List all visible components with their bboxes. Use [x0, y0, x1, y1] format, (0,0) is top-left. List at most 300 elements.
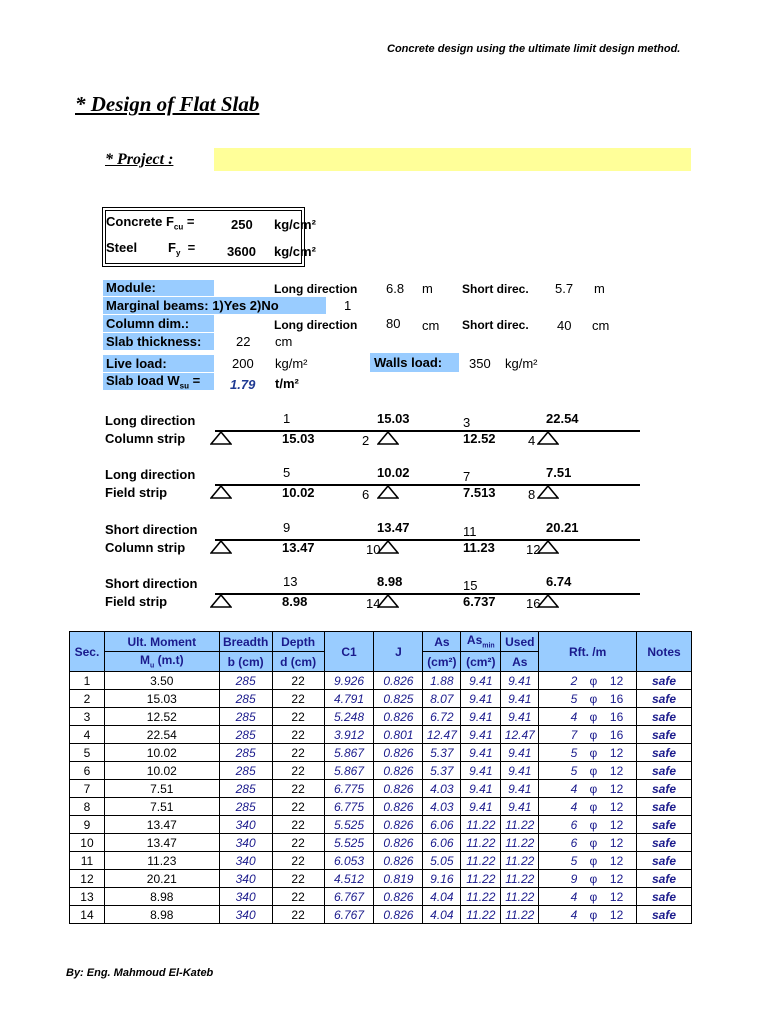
cell-c1: 5.525: [324, 834, 374, 852]
strip-beam-line: [215, 484, 640, 486]
cell-sec: 4: [70, 726, 105, 744]
cell-c1: 6.053: [324, 852, 374, 870]
strip-title-line1: Long direction: [105, 467, 196, 482]
cell-sec: 5: [70, 744, 105, 762]
cell-depth: 22: [272, 744, 324, 762]
rft-count: 2: [570, 673, 578, 688]
header-moment: Ult. Moment: [104, 632, 219, 652]
rft-count: 4: [570, 709, 578, 724]
walls-load-value[interactable]: 350: [469, 356, 491, 371]
cell-j: 0.826: [374, 762, 423, 780]
cell-asmin: 11.22: [461, 906, 501, 924]
walls-load-unit: kg/m²: [505, 356, 538, 371]
column-long-unit: cm: [422, 318, 440, 333]
cell-asmin: 9.41: [461, 726, 501, 744]
live-load-unit: kg/m²: [275, 356, 308, 371]
cell-as: 4.04: [423, 906, 461, 924]
cell-note: safe: [637, 870, 692, 888]
cell-j: 0.826: [374, 816, 423, 834]
cell-rft: [539, 852, 637, 870]
cell-c1: 5.525: [324, 816, 374, 834]
cell-rft: [539, 690, 637, 708]
moment-value-top: 7.51: [546, 465, 572, 480]
cell-as: 4.03: [423, 780, 461, 798]
cell-moment: 11.23: [104, 852, 219, 870]
moment-value-top: 13.47: [377, 520, 410, 535]
module-long-unit: m: [422, 281, 433, 296]
cell-j: 0.826: [374, 906, 423, 924]
rft-diameter: 16: [609, 727, 624, 742]
column-label: Column dim.:: [106, 316, 190, 331]
strip-title-line2: Field strip: [105, 594, 168, 609]
cell-j: 0.825: [374, 690, 423, 708]
header-notes: Notes: [637, 632, 692, 672]
moment-value-bottom: 7.513: [463, 485, 496, 500]
rft-count: 5: [570, 853, 578, 868]
cell-j: 0.801: [374, 726, 423, 744]
cell-asmin: 9.41: [461, 744, 501, 762]
rft-diameter: 12: [609, 673, 624, 688]
cell-sec: 13: [70, 888, 105, 906]
cell-depth: 22: [272, 834, 324, 852]
cell-depth: 22: [272, 708, 324, 726]
concrete-unit: kg/cm²: [274, 217, 316, 232]
table-row: [70, 672, 692, 690]
slab-load-label: Slab load $W_{su}$ =: [106, 373, 201, 391]
phi-symbol: φ: [589, 745, 598, 760]
moment-value-bottom: 10.02: [282, 485, 315, 500]
module-short-label: Short direc.: [462, 282, 529, 296]
header-used: Used: [501, 632, 539, 652]
cell-breadth: 340: [219, 834, 272, 852]
cell-breadth: 340: [219, 852, 272, 870]
cell-breadth: 285: [219, 744, 272, 762]
cell-c1: 6.775: [324, 798, 374, 816]
cell-rft: [539, 762, 637, 780]
cell-depth: 22: [272, 888, 324, 906]
rft-diameter: 12: [609, 907, 624, 922]
rft-count: 4: [570, 781, 578, 796]
cell-depth: 22: [272, 816, 324, 834]
cell-c1: 3.912: [324, 726, 374, 744]
cell-rft: [539, 888, 637, 906]
support-right-icon: [537, 431, 559, 445]
cell-j: 0.819: [374, 870, 423, 888]
cell-used: 11.22: [501, 906, 539, 924]
header-rft: Rft. /m: [539, 632, 637, 672]
rft-count: 5: [570, 691, 578, 706]
cell-moment: 13.47: [104, 834, 219, 852]
cell-note: safe: [637, 762, 692, 780]
cell-used: 11.22: [501, 870, 539, 888]
phi-symbol: φ: [589, 871, 598, 886]
section-number: 10: [366, 542, 381, 557]
phi-symbol: φ: [589, 709, 598, 724]
rft-count: 5: [570, 763, 578, 778]
moment-value-bottom: 15.03: [282, 431, 315, 446]
cell-moment: 22.54: [104, 726, 219, 744]
strip-title-line2: Column strip: [105, 431, 186, 446]
cell-breadth: 340: [219, 816, 272, 834]
table-row: [70, 816, 692, 834]
support-mid-icon: [377, 431, 399, 445]
support-mid-icon: [377, 485, 399, 499]
cell-moment: 7.51: [104, 798, 219, 816]
steel-label: Steel: [106, 240, 138, 255]
cell-breadth: 285: [219, 780, 272, 798]
cell-note: safe: [637, 852, 692, 870]
cell-rft: [539, 906, 637, 924]
cell-rft: [539, 834, 637, 852]
cell-used: 9.41: [501, 798, 539, 816]
support-left-icon: [210, 431, 232, 445]
cell-rft: [539, 726, 637, 744]
cell-note: safe: [637, 816, 692, 834]
cell-moment: 13.47: [104, 816, 219, 834]
table-row: [70, 798, 692, 816]
cell-rft: [539, 780, 637, 798]
phi-symbol: φ: [589, 835, 598, 850]
project-input[interactable]: [214, 148, 691, 171]
header-as: As: [423, 632, 461, 652]
steel-value[interactable]: 3600: [227, 244, 256, 259]
moment-value-top: 22.54: [546, 411, 579, 426]
cell-c1: 6.767: [324, 888, 374, 906]
strip-title-line1: Short direction: [105, 576, 198, 591]
phi-symbol: φ: [589, 799, 598, 814]
table-row: [70, 744, 692, 762]
cell-c1: 5.867: [324, 744, 374, 762]
cell-j: 0.826: [374, 798, 423, 816]
section-number: 4: [528, 433, 536, 448]
cell-depth: 22: [272, 672, 324, 690]
cell-j: 0.826: [374, 834, 423, 852]
cell-depth: 22: [272, 690, 324, 708]
header-breadth: Breadth: [219, 632, 272, 652]
header-depth: Depth: [272, 632, 324, 652]
cell-used: 11.22: [501, 834, 539, 852]
cell-depth: 22: [272, 726, 324, 744]
table-row: [70, 726, 692, 744]
cell-used: 9.41: [501, 708, 539, 726]
cell-j: 0.826: [374, 744, 423, 762]
cell-rft: [539, 672, 637, 690]
moment-value-top: 10.02: [377, 465, 410, 480]
module-short-value[interactable]: 5.7: [555, 281, 574, 296]
section-number: 6: [362, 487, 370, 502]
rft-diameter: 12: [609, 871, 624, 886]
strip-beam-line: [215, 430, 640, 432]
cell-sec: 11: [70, 852, 105, 870]
cell-c1: 6.775: [324, 780, 374, 798]
cell-as: 5.37: [423, 762, 461, 780]
marginal-value[interactable]: 1: [344, 298, 352, 313]
module-short-unit: m: [594, 281, 605, 296]
cell-j: 0.826: [374, 708, 423, 726]
support-left-icon: [210, 540, 232, 554]
cell-moment: 3.50: [104, 672, 219, 690]
slab-thickness-label: Slab thickness:: [106, 334, 202, 349]
strip-beam-line: [215, 593, 640, 595]
cell-asmin: 9.41: [461, 708, 501, 726]
cell-moment: 8.98: [104, 906, 219, 924]
table-row: [70, 870, 692, 888]
project-label: * Project :: [105, 151, 174, 168]
cell-as: 9.16: [423, 870, 461, 888]
rft-diameter: 12: [609, 889, 624, 904]
column-long-label: Long direction: [274, 318, 358, 332]
cell-breadth: 285: [219, 708, 272, 726]
module-long-label: Long direction: [274, 282, 358, 296]
moment-value-bottom: 8.98: [282, 594, 308, 609]
phi-symbol: φ: [589, 889, 598, 904]
moment-value-bottom: 6.737: [463, 594, 496, 609]
cell-rft: [539, 870, 637, 888]
cell-depth: 22: [272, 780, 324, 798]
cell-depth: 22: [272, 870, 324, 888]
section-number: 15: [463, 578, 478, 593]
table-header-row: [70, 632, 692, 652]
rft-count: 5: [570, 745, 578, 760]
section-number: 5: [283, 465, 291, 480]
cell-as: 6.72: [423, 708, 461, 726]
cell-sec: 8: [70, 798, 105, 816]
moment-value-bottom: 13.47: [282, 540, 315, 555]
cell-sec: 12: [70, 870, 105, 888]
slab-load-unit: t/m²: [275, 376, 299, 391]
header-c1: C1: [324, 632, 374, 672]
cell-sec: 9: [70, 816, 105, 834]
steel-symbol: $F_y$ =: [168, 240, 196, 258]
cell-moment: 10.02: [104, 762, 219, 780]
table-row: [70, 690, 692, 708]
cell-used: 9.41: [501, 690, 539, 708]
moment-value-bottom: 12.52: [463, 431, 496, 446]
results-table: [69, 631, 692, 924]
cell-note: safe: [637, 834, 692, 852]
cell-moment: 7.51: [104, 780, 219, 798]
phi-symbol: φ: [589, 853, 598, 868]
header-sec: Sec.: [70, 632, 105, 672]
header-breadth-2: b (cm): [219, 652, 272, 672]
cell-depth: 22: [272, 852, 324, 870]
cell-c1: 9.926: [324, 672, 374, 690]
cell-sec: 1: [70, 672, 105, 690]
section-number: 14: [366, 596, 381, 611]
table-row: [70, 906, 692, 924]
cell-used: 9.41: [501, 744, 539, 762]
rft-diameter: 12: [609, 817, 624, 832]
cell-asmin: 9.41: [461, 762, 501, 780]
live-load-label: Live load:: [106, 356, 167, 371]
table-row: [70, 780, 692, 798]
cell-note: safe: [637, 672, 692, 690]
support-left-icon: [210, 485, 232, 499]
concrete-label: Concrete $F_{cu}$ =: [106, 214, 195, 232]
cell-asmin: 11.22: [461, 852, 501, 870]
section-number: 9: [283, 520, 291, 535]
cell-sec: 6: [70, 762, 105, 780]
cell-as: 4.04: [423, 888, 461, 906]
cell-breadth: 285: [219, 690, 272, 708]
cell-note: safe: [637, 708, 692, 726]
cell-used: 9.41: [501, 780, 539, 798]
rft-diameter: 16: [609, 691, 624, 706]
cell-moment: 15.03: [104, 690, 219, 708]
table-row: [70, 852, 692, 870]
cell-note: safe: [637, 888, 692, 906]
strip-beam-line: [215, 539, 640, 541]
strip-title-line1: Short direction: [105, 522, 198, 537]
cell-used: 9.41: [501, 762, 539, 780]
cell-as: 8.07: [423, 690, 461, 708]
cell-c1: 5.248: [324, 708, 374, 726]
cell-breadth: 285: [219, 726, 272, 744]
header-j: J: [374, 632, 423, 672]
cell-rft: [539, 708, 637, 726]
section-number: 13: [283, 574, 298, 589]
support-right-icon: [537, 485, 559, 499]
cell-as: 5.05: [423, 852, 461, 870]
cell-sec: 10: [70, 834, 105, 852]
cell-as: 5.37: [423, 744, 461, 762]
section-number: 2: [362, 433, 370, 448]
rft-diameter: 12: [609, 763, 624, 778]
table-row: [70, 834, 692, 852]
cell-asmin: 9.41: [461, 690, 501, 708]
module-long-value[interactable]: 6.8: [386, 281, 405, 296]
cell-asmin: 9.41: [461, 780, 501, 798]
rft-diameter: 12: [609, 799, 624, 814]
phi-symbol: φ: [589, 817, 598, 832]
cell-asmin: 11.22: [461, 870, 501, 888]
cell-depth: 22: [272, 906, 324, 924]
cell-sec: 3: [70, 708, 105, 726]
cell-used: 9.41: [501, 672, 539, 690]
cell-breadth: 340: [219, 888, 272, 906]
module-label: Module:: [106, 280, 156, 295]
table-row: [70, 762, 692, 780]
rft-count: 4: [570, 799, 578, 814]
cell-as: 4.03: [423, 798, 461, 816]
section-number: 3: [463, 415, 471, 430]
cell-j: 0.826: [374, 672, 423, 690]
column-short-unit: cm: [592, 318, 610, 333]
rft-diameter: 12: [609, 853, 624, 868]
header-as-2: (cm²): [423, 652, 461, 672]
cell-used: 11.22: [501, 852, 539, 870]
cell-sec: 2: [70, 690, 105, 708]
strip-title-line1: Long direction: [105, 413, 196, 428]
header-asmin: $As_{min}$: [461, 632, 501, 652]
cell-j: 0.826: [374, 852, 423, 870]
header-used-2: As: [501, 652, 539, 672]
cell-j: 0.826: [374, 780, 423, 798]
section-number: 11: [463, 524, 477, 539]
moment-value-top: 15.03: [377, 411, 410, 426]
phi-symbol: φ: [589, 691, 598, 706]
section-number: 8: [528, 487, 536, 502]
moment-value-top: 20.21: [546, 520, 579, 535]
column-short-label: Short direc.: [462, 318, 529, 332]
cell-sec: 7: [70, 780, 105, 798]
header-asmin-2: (cm²): [461, 652, 501, 672]
cell-as: 6.06: [423, 816, 461, 834]
cell-breadth: 340: [219, 906, 272, 924]
cell-breadth: 340: [219, 870, 272, 888]
walls-load-label: Walls load:: [374, 355, 443, 370]
support-left-icon: [210, 594, 232, 608]
live-load-value[interactable]: 200: [232, 356, 254, 371]
rft-count: 6: [570, 817, 578, 832]
cell-j: 0.826: [374, 888, 423, 906]
strip-title-line2: Column strip: [105, 540, 186, 555]
steel-unit: kg/cm²: [274, 244, 316, 259]
moment-value-bottom: 11.23: [463, 540, 495, 555]
cell-used: 11.22: [501, 888, 539, 906]
rft-diameter: 12: [609, 835, 624, 850]
cell-rft: [539, 744, 637, 762]
cell-c1: 4.512: [324, 870, 374, 888]
strip-title-line2: Field strip: [105, 485, 168, 500]
moment-value-top: 6.74: [546, 574, 572, 589]
cell-note: safe: [637, 744, 692, 762]
phi-symbol: φ: [589, 907, 598, 922]
rft-count: 4: [570, 889, 578, 904]
cell-note: safe: [637, 906, 692, 924]
cell-used: 11.22: [501, 816, 539, 834]
concrete-value[interactable]: 250: [231, 217, 253, 232]
cell-rft: [539, 816, 637, 834]
slab-load-value: 1.79: [230, 377, 256, 392]
cell-breadth: 285: [219, 762, 272, 780]
moment-value-top: 8.98: [377, 574, 403, 589]
column-long-value[interactable]: 80: [386, 316, 401, 331]
cell-breadth: 285: [219, 798, 272, 816]
cell-asmin: 11.22: [461, 888, 501, 906]
column-short-value[interactable]: 40: [557, 318, 572, 333]
cell-c1: 4.791: [324, 690, 374, 708]
cell-depth: 22: [272, 798, 324, 816]
rft-diameter: 12: [609, 781, 624, 796]
cell-sec: 14: [70, 906, 105, 924]
cell-depth: 22: [272, 762, 324, 780]
section-number: 12: [526, 542, 541, 557]
rft-count: 9: [570, 871, 578, 886]
cell-moment: 20.21: [104, 870, 219, 888]
rft-count: 6: [570, 835, 578, 850]
section-number: 16: [526, 596, 541, 611]
table-row: [70, 888, 692, 906]
cell-moment: 12.52: [104, 708, 219, 726]
cell-note: safe: [637, 690, 692, 708]
header-depth-2: d (cm): [272, 652, 324, 672]
cell-breadth: 285: [219, 672, 272, 690]
phi-symbol: φ: [589, 727, 598, 742]
cell-note: safe: [637, 726, 692, 744]
marginal-label: Marginal beams: 1)Yes 2)No: [106, 298, 279, 313]
cell-asmin: 9.41: [461, 798, 501, 816]
rft-diameter: 16: [609, 709, 624, 724]
cell-asmin: 11.22: [461, 834, 501, 852]
phi-symbol: φ: [589, 673, 598, 688]
cell-as: 12.47: [423, 726, 461, 744]
slab-thickness-unit: cm: [275, 334, 293, 349]
cell-asmin: 9.41: [461, 672, 501, 690]
slab-thickness-value[interactable]: 22: [236, 334, 251, 349]
table-row: [70, 708, 692, 726]
rft-count: 7: [570, 727, 578, 742]
